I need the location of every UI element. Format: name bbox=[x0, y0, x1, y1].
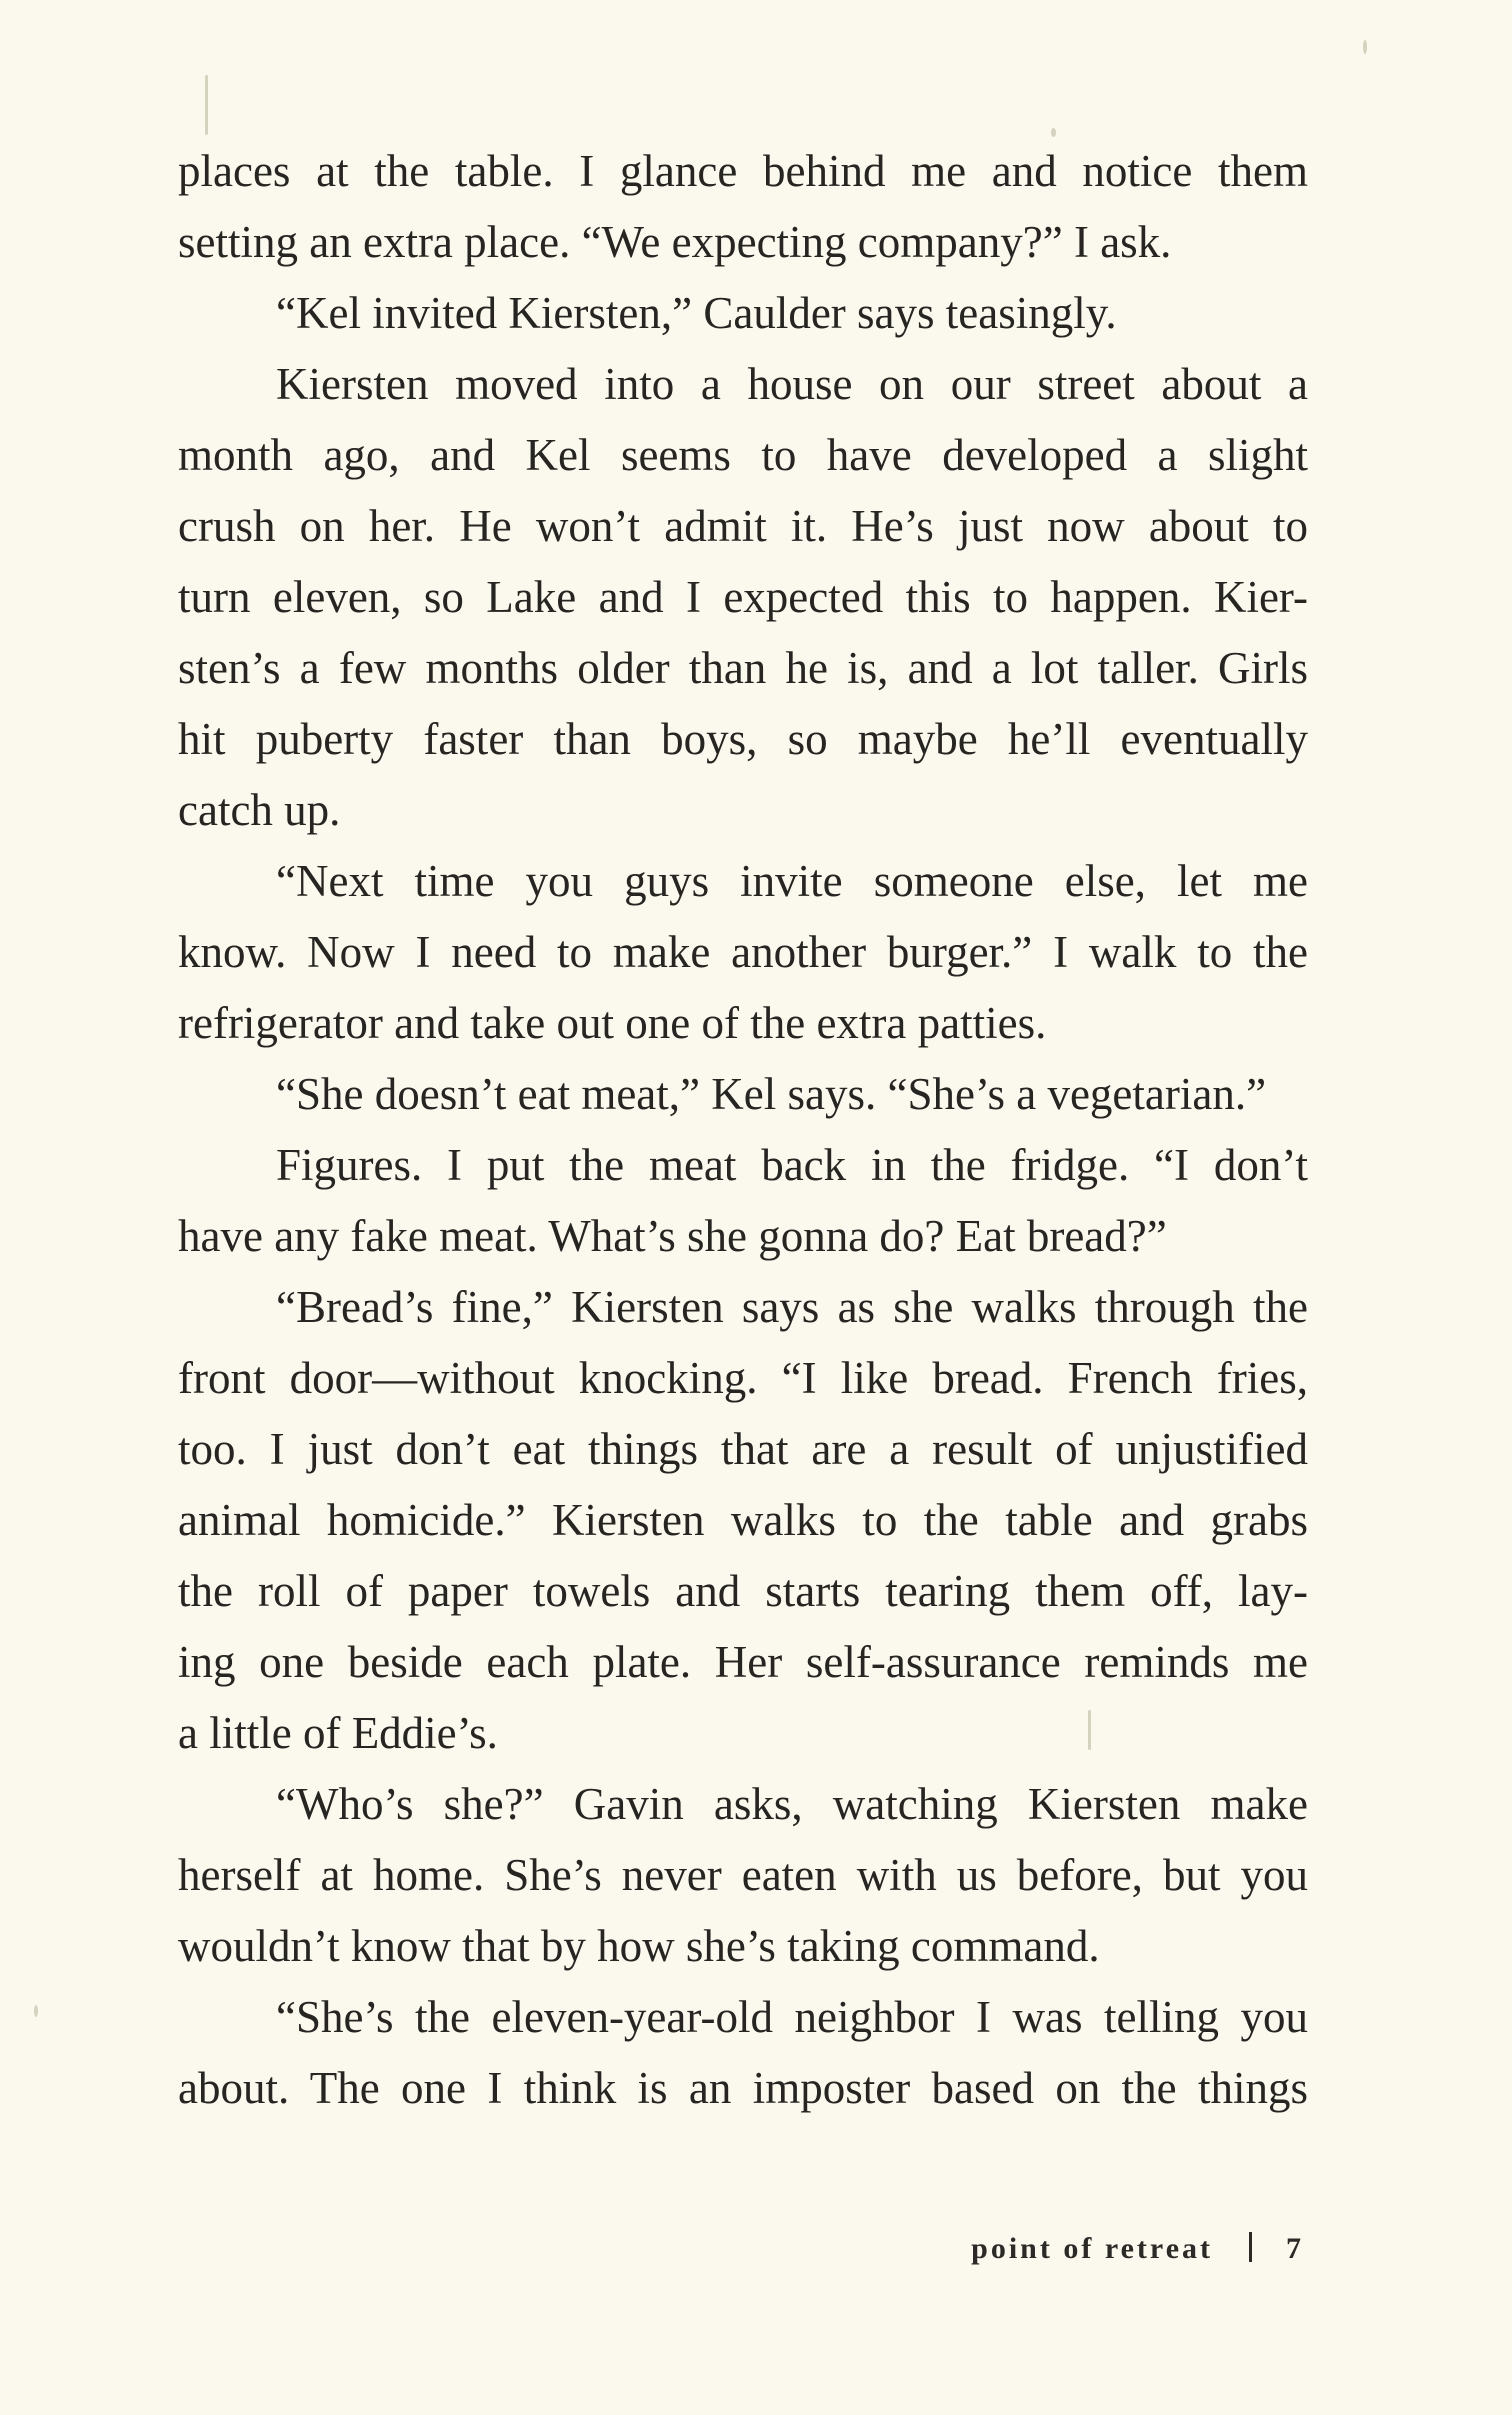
text-line: front door—without knocking. “I like bread. French fries, bbox=[178, 1353, 1308, 1403]
page-number: 7 bbox=[1286, 2232, 1304, 2265]
body-text bbox=[178, 136, 1308, 2124]
text-line: setting an extra place. “We expecting company?” I ask. bbox=[178, 217, 1172, 267]
text-line: crush on her. He won’t admit it. He’s just now about to bbox=[178, 501, 1308, 551]
text-line: animal homicide.” Kiersten walks to the table and grabs bbox=[178, 1495, 1308, 1545]
text-line: too. I just don’t eat things that are a result of unjustified bbox=[178, 1424, 1308, 1474]
text-line: a little of Eddie’s. bbox=[178, 1708, 498, 1758]
running-title: point of retreat bbox=[971, 2232, 1213, 2265]
scan-speck bbox=[1051, 128, 1056, 137]
text-line: ing one beside each plate. Her self-assurance reminds me bbox=[178, 1637, 1308, 1687]
footer-divider bbox=[1249, 2232, 1252, 2262]
text-line: “Bread’s fine,” Kiersten says as she walks through the bbox=[276, 1282, 1308, 1332]
text-line: month ago, and Kel seems to have developed a slight bbox=[178, 430, 1308, 480]
text-line: refrigerator and take out one of the extra patties. bbox=[178, 998, 1047, 1048]
text-line: Figures. I put the meat back in the fridge. “I don’t bbox=[276, 1140, 1308, 1190]
text-line: Kiersten moved into a house on our street about a bbox=[276, 359, 1308, 409]
text-line: “Kel invited Kiersten,” Caulder says teasingly. bbox=[276, 288, 1117, 338]
text-line: “She’s the eleven-year-old neighbor I was telling you bbox=[276, 1992, 1308, 2042]
text-line: “Who’s she?” Gavin asks, watching Kiersten make bbox=[276, 1779, 1308, 1829]
text-line: the roll of paper towels and starts tearing them off, lay- bbox=[178, 1566, 1308, 1616]
scan-speck bbox=[34, 2005, 38, 2017]
scan-speck bbox=[205, 75, 208, 135]
text-line: sten’s a few months older than he is, and a lot taller. Girls bbox=[178, 643, 1308, 693]
text-line: hit puberty faster than boys, so maybe he’ll eventually bbox=[178, 714, 1308, 764]
page-footer bbox=[971, 2232, 1304, 2266]
text-line: have any fake meat. What’s she gonna do? Eat bread?” bbox=[178, 1211, 1167, 1261]
text-line: turn eleven, so Lake and I expected this to happen. Kier- bbox=[178, 572, 1308, 622]
text-line: “She doesn’t eat meat,” Kel says. “She’s a vegetarian.” bbox=[276, 1069, 1267, 1119]
text-line: catch up. bbox=[178, 785, 341, 835]
text-line: “Next time you guys invite someone else, let me bbox=[276, 856, 1308, 906]
text-line: herself at home. She’s never eaten with us before, but you bbox=[178, 1850, 1308, 1900]
text-line: places at the table. I glance behind me and notice them bbox=[178, 146, 1308, 196]
text-line: wouldn’t know that by how she’s taking command. bbox=[178, 1921, 1100, 1971]
text-line: know. Now I need to make another burger.” I walk to the bbox=[178, 927, 1308, 977]
scan-speck bbox=[1363, 40, 1367, 54]
scan-speck bbox=[1088, 1710, 1091, 1750]
text-line: about. The one I think is an imposter based on the things bbox=[178, 2063, 1308, 2113]
